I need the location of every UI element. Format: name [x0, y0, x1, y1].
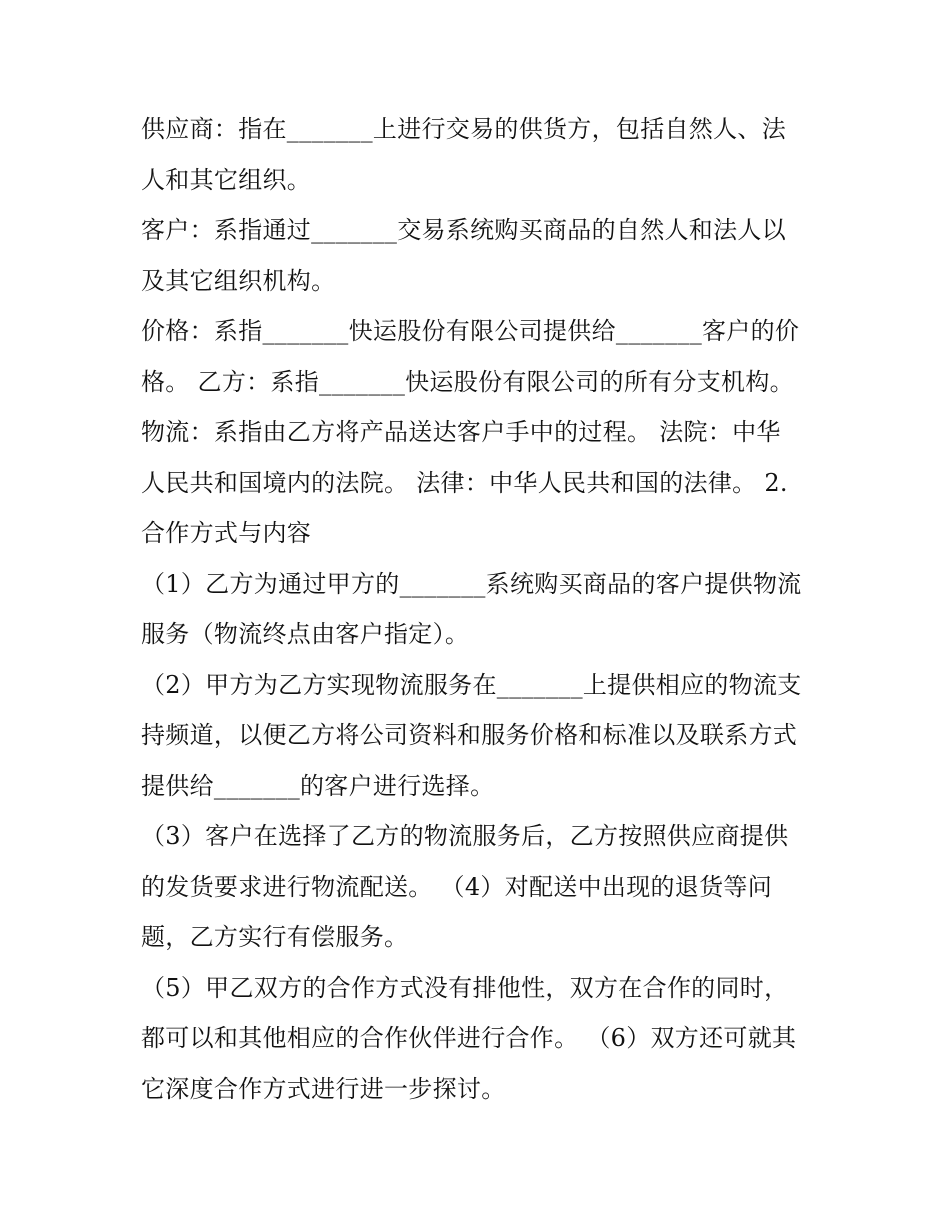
document-body: [141, 104, 821, 1114]
text-line: 题，乙方实行有偿服务。: [141, 923, 409, 951]
text-line: 都可以和其他相应的合作伙伴进行合作。 （6）双方还可就其: [141, 1024, 797, 1052]
section-heading: 合作方式与内容: [141, 519, 312, 547]
text-line: 人和其它组织。: [141, 165, 312, 194]
text-line: 它深度合作方式进行进一步探讨。: [141, 1074, 506, 1103]
text-line: 服务（物流终点由客户指定）。: [141, 620, 470, 648]
text-line: 格。 乙方：系指_______快运股份有限公司的所有分支机构。: [141, 367, 794, 396]
text-line: （3）客户在选择了乙方的物流服务后，乙方按照供应商提供: [141, 822, 789, 850]
text-line: （1）乙方为通过甲方的_______系统购买商品的客户提供物流: [141, 569, 802, 598]
text-line: 客户：系指通过_______交易系统购买商品的自然人和法人以: [141, 216, 786, 244]
text-line: （2）甲方为乙方实现物流服务在_______上提供相应的物流支: [141, 670, 802, 699]
text-line: （5）甲乙双方的合作方式没有排他性，双方在合作的同时，: [141, 973, 789, 1002]
text-line: 物流：系指由乙方将产品送达客户手中的过程。 法院：中华: [141, 418, 781, 446]
text-line: 持频道，以便乙方将公司资料和服务价格和标准以及联系方式: [141, 721, 798, 749]
text-line: 人民共和国境内的法院。 法律：中华人民共和国的法律。 2.: [141, 468, 788, 497]
text-line: 及其它组织机构。: [141, 266, 336, 295]
text-line: 的发货要求进行物流配送。 （4）对配送中出现的退货等问: [141, 872, 772, 901]
text-line: 供应商：指在_______上进行交易的供货方，包括自然人、法: [141, 115, 786, 143]
text-line: 价格：系指_______快运股份有限公司提供给_______客户的价: [141, 317, 800, 345]
text-line: 提供给_______的客户进行选择。: [141, 771, 495, 800]
